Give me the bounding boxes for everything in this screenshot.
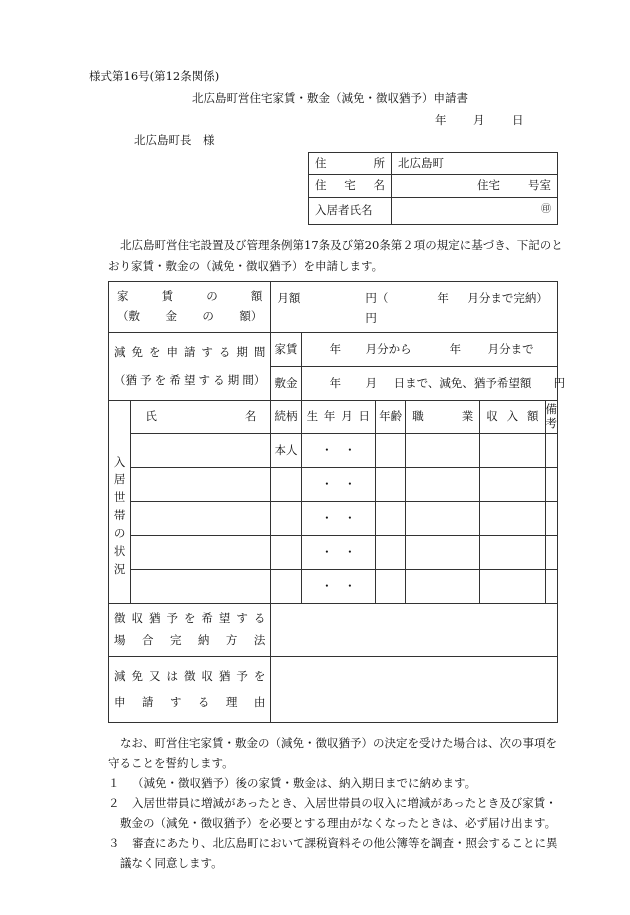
reason-field[interactable] — [271, 657, 558, 723]
deposit-yen-label: 円 — [365, 311, 377, 325]
member-relation-cell[interactable] — [271, 468, 301, 502]
item-2-text-1: 入居世帯員に増減があったとき、入居世帯員の収入に増減があったとき及び家賃・ — [132, 796, 557, 810]
period-deposit-value[interactable] — [301, 367, 566, 401]
addressee: 北広島町長 様 — [134, 133, 215, 147]
room-suffix-label: 号室 — [528, 178, 551, 192]
paid-until-label: 月分まで完納） — [467, 291, 548, 305]
page-title: 北広島町営住宅家賃・敷金（減免・徴収猶予）申請書 — [192, 91, 468, 105]
address-value[interactable]: 北広島町 — [392, 153, 558, 175]
deposit-yen: 円 — [553, 376, 566, 390]
table-row — [109, 502, 558, 536]
housing-label: 住 宅 名 — [309, 175, 392, 198]
member-name-cell[interactable] — [131, 502, 271, 536]
member-relation-cell[interactable]: 本人 — [271, 434, 301, 468]
intro-line-1: 北広島町営住宅設置及び管理条例第17条及び第20条第２項の規定に基づき、下記のと — [120, 238, 563, 252]
member-relation-cell[interactable] — [271, 570, 301, 604]
header-job: 職 業 — [406, 401, 480, 434]
deposit-month: 月 — [365, 376, 378, 390]
deposit-text: 日まで、減免、猶予希望額 — [393, 376, 532, 390]
item-1-number: １ — [108, 776, 120, 790]
note-line-1: なお、町営住宅家賃・敷金の（減免・徴収猶予）の決定を受けた場合は、次の事項を — [120, 736, 557, 750]
main-table — [108, 281, 566, 723]
member-name-cell[interactable] — [131, 434, 271, 468]
form-number: 様式第16号(第12条関係) — [89, 69, 220, 83]
header-name: 氏 名 — [131, 401, 271, 434]
payment-method-label: 徴 収 猶 予 を 希 望 す る 場 合 完 納 方 法 — [109, 604, 271, 657]
applicant-table — [308, 152, 558, 225]
rent-from-year: 年 — [329, 342, 342, 356]
period-label-cell: 減 免 を 申 請 す る 期 間 （猶 予 を 希 望 す る 期 間） — [109, 333, 271, 401]
member-income-cell[interactable] — [480, 536, 545, 570]
resident-name-field[interactable] — [392, 198, 558, 225]
intro-line-2: おり家賃・敷金の（減免・徴収猶予）を申請します。 — [108, 259, 384, 273]
note-line-2: 守ることを誓約します。 — [108, 756, 234, 770]
member-remarks-cell[interactable] — [545, 434, 558, 468]
paid-year-label: 年 — [437, 291, 449, 305]
member-name-cell[interactable] — [131, 536, 271, 570]
housing-mid-label: 住宅 — [477, 178, 500, 192]
item-3-number: ３ — [108, 836, 120, 850]
member-income-cell[interactable] — [480, 570, 545, 604]
item-1-text: （減免・徴収猶予）後の家賃・敷金は、納入期日までに納めます。 — [132, 776, 477, 790]
rent-label-cell: 家 賃 の 額 （敷 金 の 額） — [109, 282, 271, 333]
item-3-text-1: 審査にあたり、北広島町において課税資料その他公簿等を調査・照会することに異 — [132, 836, 558, 850]
member-age-cell[interactable] — [376, 536, 406, 570]
member-age-cell[interactable] — [376, 434, 406, 468]
header-age: 年齢 — [376, 401, 406, 434]
table-row — [109, 468, 558, 502]
item-3-text-2: 議なく同意します。 — [120, 856, 223, 870]
period-rent-label: 家賃 — [271, 333, 301, 367]
member-birth-cell[interactable]: ・ ・ — [301, 434, 375, 468]
header-relation: 続柄 — [271, 401, 301, 434]
member-job-cell[interactable] — [406, 570, 480, 604]
deposit-year: 年 — [329, 376, 342, 390]
member-relation-cell[interactable] — [271, 502, 301, 536]
item-2-number: ２ — [108, 796, 120, 810]
rent-value-cell[interactable] — [271, 282, 558, 333]
member-birth-cell[interactable]: ・ ・ — [301, 468, 375, 502]
housing-value[interactable] — [392, 175, 558, 198]
reason-label: 減 免 又 は 徴 収 猶 予 を 申 請 す る 理 由 — [109, 657, 271, 723]
member-name-cell[interactable] — [131, 468, 271, 502]
resident-name-label: 入居者氏名 — [309, 198, 392, 225]
rent-to-year: 年 — [449, 342, 462, 356]
member-remarks-cell[interactable] — [545, 502, 558, 536]
member-income-cell[interactable] — [480, 468, 545, 502]
member-job-cell[interactable] — [406, 434, 480, 468]
table-row — [109, 434, 558, 468]
date-year-label: 年 — [435, 113, 447, 127]
member-job-cell[interactable] — [406, 502, 480, 536]
member-relation-cell[interactable] — [271, 536, 301, 570]
member-remarks-cell[interactable] — [545, 468, 558, 502]
table-row — [109, 570, 558, 604]
member-birth-cell[interactable]: ・ ・ — [301, 536, 375, 570]
member-job-cell[interactable] — [406, 468, 480, 502]
table-row — [109, 536, 558, 570]
member-name-cell[interactable] — [131, 570, 271, 604]
period-deposit-label: 敷金 — [271, 367, 301, 401]
item-2-text-2: 敷金の（減免・徴収猶予）を必要とする理由がなくなったときは、必ず届け出ます。 — [120, 816, 557, 830]
header-remarks: 備考 — [545, 401, 558, 434]
payment-method-field[interactable] — [271, 604, 558, 657]
header-birth: 生 年 月 日 — [301, 401, 375, 434]
member-remarks-cell[interactable] — [545, 536, 558, 570]
rent-from-month: 月分から — [365, 342, 412, 356]
member-age-cell[interactable] — [376, 570, 406, 604]
member-age-cell[interactable] — [376, 502, 406, 536]
date-day-label: 日 — [512, 113, 524, 127]
member-birth-cell[interactable]: ・ ・ — [301, 502, 375, 536]
rent-to-month: 月分まで — [487, 342, 534, 356]
seal-icon: ㊞ — [541, 204, 551, 215]
period-rent-value[interactable] — [301, 333, 557, 367]
member-birth-cell[interactable]: ・ ・ — [301, 570, 375, 604]
monthly-label: 月額 — [277, 291, 301, 305]
member-age-cell[interactable] — [376, 468, 406, 502]
date-month-label: 月 — [473, 113, 485, 127]
member-income-cell[interactable] — [480, 502, 545, 536]
yen-open-label: 円（ — [365, 291, 389, 305]
header-income: 収 入 額 — [480, 401, 545, 434]
address-label: 住 所 — [309, 153, 392, 175]
household-side-label: 入 居 世 帯 の 状 況 — [109, 401, 131, 604]
member-income-cell[interactable] — [480, 434, 545, 468]
member-job-cell[interactable] — [406, 536, 480, 570]
member-remarks-cell[interactable] — [545, 570, 558, 604]
